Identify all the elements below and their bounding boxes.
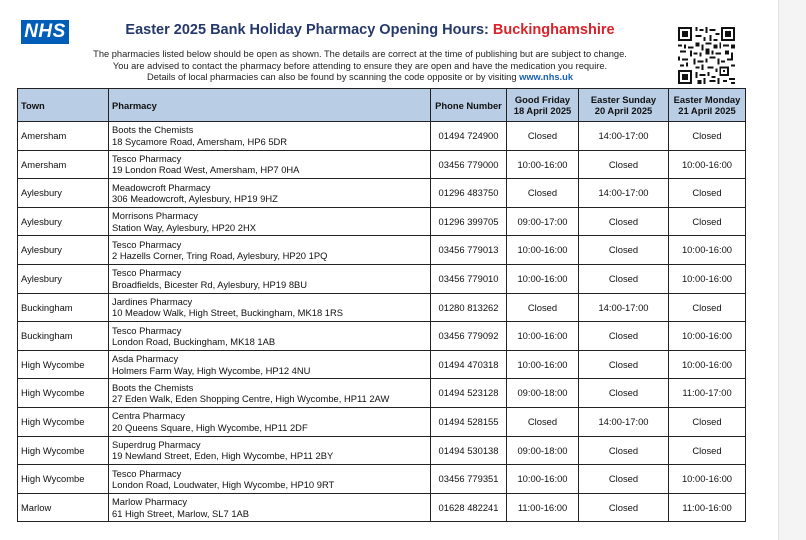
good-friday-cell: Closed [507, 293, 579, 322]
easter-sunday-cell: 14:00-17:00 [579, 407, 669, 436]
phone-cell: 03456 779013 [431, 236, 507, 265]
table-row [18, 436, 746, 465]
phone-cell: 03456 779010 [431, 264, 507, 293]
pharmacy-address: 20 Queens Square, High Wycombe, HP11 2DF [112, 421, 308, 433]
easter-sunday-cell: 14:00-17:00 [579, 293, 669, 322]
pharmacy-cell [109, 379, 431, 408]
title-region: Buckinghamshire [492, 22, 615, 38]
easter-monday-cell: 10:00-16:00 [669, 264, 746, 293]
pharmacy-cell [109, 350, 431, 379]
intro-line-3 [60, 72, 660, 84]
easter-monday-cell: Closed [669, 293, 746, 322]
easter-monday-cell: 10:00-16:00 [669, 150, 746, 179]
page-title [80, 22, 660, 38]
col-header-pharmacy: Pharmacy [109, 89, 431, 122]
pharmacy-address: 27 Eden Walk, Eden Shopping Centre, High Wycombe, HP11 2AW [112, 393, 390, 405]
pharmacy-name: Boots the Chemists [112, 124, 194, 136]
town-cell: Aylesbury [18, 264, 109, 293]
pharmacy-cell [109, 179, 431, 208]
phone-cell: 01280 813262 [431, 293, 507, 322]
pharmacy-name: Tesco Pharmacy [112, 267, 182, 279]
table-row [18, 465, 746, 494]
easter-sunday-cell: Closed [579, 379, 669, 408]
good-friday-cell: 10:00-16:00 [507, 350, 579, 379]
table-row [18, 350, 746, 379]
easter-monday-cell: Closed [669, 207, 746, 236]
town-cell: High Wycombe [18, 407, 109, 436]
pharmacy-name: Morrisons Pharmacy [112, 210, 198, 222]
easter-sunday-cell: 14:00-17:00 [579, 122, 669, 151]
easter-sunday-cell: Closed [579, 207, 669, 236]
pharmacy-address: 61 High Street, Marlow, SL7 1AB [112, 507, 250, 519]
table-row [18, 236, 746, 265]
easter-monday-cell: Closed [669, 122, 746, 151]
town-cell: Aylesbury [18, 207, 109, 236]
easter-sunday-cell: Closed [579, 350, 669, 379]
easter-monday-cell: 10:00-16:00 [669, 236, 746, 265]
col-header-town: Town [18, 89, 109, 122]
pharmacy-cell [109, 207, 431, 236]
pharmacy-address: Broadfields, Bicester Rd, Aylesbury, HP19 8BU [112, 278, 308, 290]
good-friday-date: 18 April 2025 [513, 105, 572, 116]
pharmacy-name: Tesco Pharmacy [112, 238, 182, 250]
easter-sunday-cell: Closed [579, 236, 669, 265]
phone-cell: 01494 470318 [431, 350, 507, 379]
easter-monday-label: Easter Monday [673, 94, 741, 105]
phone-cell: 01494 523128 [431, 379, 507, 408]
pharmacy-address: 19 London Road West, Amersham, HP7 0HA [112, 164, 300, 176]
col-header-easter-sunday [579, 89, 669, 122]
good-friday-cell: 10:00-16:00 [507, 150, 579, 179]
col-header-easter-monday [669, 89, 746, 122]
town-cell: Buckingham [18, 322, 109, 351]
pharmacy-cell [109, 150, 431, 179]
table-row [18, 293, 746, 322]
pharmacy-address: 2 Hazells Corner, Tring Road, Aylesbury, HP20 1PQ [112, 250, 328, 262]
pharmacy-name: Tesco Pharmacy [112, 467, 182, 479]
pharmacy-name: Marlow Pharmacy [112, 496, 188, 508]
intro-line-2: You are advised to contact the pharmacy before attending to ensure they are open and have the medication you require. [112, 60, 608, 71]
table-row [18, 407, 746, 436]
pharmacy-address: 306 Meadowcroft, Aylesbury, HP19 9HZ [112, 192, 278, 204]
phone-cell: 01296 483750 [431, 179, 507, 208]
town-cell: Marlow [18, 493, 109, 522]
pharmacy-cell [109, 122, 431, 151]
easter-sunday-date: 20 April 2025 [594, 105, 653, 116]
phone-cell: 01494 530138 [431, 436, 507, 465]
qr-code [678, 27, 735, 84]
phone-cell: 01296 399705 [431, 207, 507, 236]
easter-sunday-cell: Closed [579, 264, 669, 293]
town-cell: High Wycombe [18, 465, 109, 494]
good-friday-cell: 09:00-17:00 [507, 207, 579, 236]
town-cell: High Wycombe [18, 436, 109, 465]
good-friday-cell: 09:00-18:00 [507, 436, 579, 465]
intro-line-1: The pharmacies listed below should be open as shown. The details are correct at the time of publishing but are subject to change. [93, 49, 627, 59]
good-friday-cell: Closed [507, 179, 579, 208]
easter-monday-cell: Closed [669, 436, 746, 465]
easter-sunday-cell: 14:00-17:00 [579, 179, 669, 208]
easter-sunday-cell: Closed [579, 436, 669, 465]
easter-monday-cell: Closed [669, 179, 746, 208]
good-friday-cell: 11:00-16:00 [507, 493, 579, 522]
nhs-logo: NHS [21, 20, 69, 44]
easter-sunday-cell: Closed [579, 322, 669, 351]
pharmacy-cell [109, 293, 431, 322]
table-row [18, 150, 746, 179]
easter-sunday-cell: Closed [579, 465, 669, 494]
table-row [18, 207, 746, 236]
phone-cell: 03456 779351 [431, 465, 507, 494]
town-cell: Amersham [18, 150, 109, 179]
pharmacy-name: Superdrug Pharmacy [112, 438, 201, 450]
easter-monday-cell: 10:00-16:00 [669, 350, 746, 379]
good-friday-label: Good Friday [514, 94, 571, 105]
intro-text [60, 49, 660, 84]
pharmacy-name: Jardines Pharmacy [112, 295, 193, 307]
easter-monday-cell: 11:00-16:00 [669, 493, 746, 522]
table-row [18, 179, 746, 208]
town-cell: High Wycombe [18, 379, 109, 408]
easter-monday-cell: 10:00-16:00 [669, 465, 746, 494]
pharmacy-cell [109, 264, 431, 293]
pharmacy-name: Boots the Chemists [112, 381, 194, 393]
pharmacy-cell [109, 465, 431, 494]
phone-cell: 03456 779000 [431, 150, 507, 179]
page-edge-shadow [778, 0, 806, 540]
pharmacy-cell [109, 322, 431, 351]
town-cell: Aylesbury [18, 236, 109, 265]
pharmacy-table [17, 88, 746, 522]
table-header-row [18, 89, 746, 122]
pharmacy-name: Meadowcroft Pharmacy [112, 181, 211, 193]
table-row [18, 379, 746, 408]
pharmacy-address: Station Way, Aylesbury, HP20 2HX [112, 221, 256, 233]
easter-monday-date: 21 April 2025 [678, 105, 736, 116]
pharmacy-address: London Road, Buckingham, MK18 1AB [112, 335, 276, 347]
good-friday-cell: 10:00-16:00 [507, 322, 579, 351]
pharmacy-cell [109, 436, 431, 465]
pharmacy-name: Tesco Pharmacy [112, 324, 182, 336]
good-friday-cell: Closed [507, 122, 579, 151]
table-row [18, 122, 746, 151]
pharmacy-address: 18 Sycamore Road, Amersham, HP6 5DR [112, 135, 288, 147]
col-header-phone: Phone Number [431, 89, 507, 122]
pharmacy-address: London Road, Loudwater, High Wycombe, HP10 9RT [112, 478, 335, 490]
phone-cell: 01494 724900 [431, 122, 507, 151]
table-row [18, 493, 746, 522]
good-friday-cell: Closed [507, 407, 579, 436]
phone-cell: 01494 528155 [431, 407, 507, 436]
easter-sunday-label: Easter Sunday [590, 94, 657, 105]
pharmacy-address: 19 Newland Street, Eden, High Wycombe, HP11 2BY [112, 450, 334, 462]
town-cell: Amersham [18, 122, 109, 151]
phone-cell: 03456 779092 [431, 322, 507, 351]
pharmacy-address: 10 Meadow Walk, High Street, Buckingham, MK18 1RS [112, 307, 344, 319]
pharmacy-name: Asda Pharmacy [112, 353, 179, 365]
pharmacy-name: Tesco Pharmacy [112, 152, 182, 164]
intro-line-3-text: Details of local pharmacies can also be found by scanning the code opposite or by visiting [147, 72, 520, 83]
town-cell: Buckingham [18, 293, 109, 322]
title-main: Easter 2025 Bank Holiday Pharmacy Opening Hours: [125, 22, 493, 38]
good-friday-cell: 10:00-16:00 [507, 236, 579, 265]
table-row [18, 264, 746, 293]
easter-sunday-cell: Closed [579, 493, 669, 522]
easter-monday-cell: 11:00-17:00 [669, 379, 746, 408]
good-friday-cell: 10:00-16:00 [507, 465, 579, 494]
pharmacy-cell [109, 407, 431, 436]
pharmacy-cell [109, 236, 431, 265]
good-friday-cell: 10:00-16:00 [507, 264, 579, 293]
nhs-website-link[interactable]: www.nhs.uk [519, 72, 573, 83]
easter-sunday-cell: Closed [579, 150, 669, 179]
town-cell: Aylesbury [18, 179, 109, 208]
easter-monday-cell: Closed [669, 407, 746, 436]
pharmacy-name: Centra Pharmacy [112, 410, 185, 422]
pharmacy-address: Holmers Farm Way, High Wycombe, HP12 4NU [112, 364, 311, 376]
pharmacy-cell [109, 493, 431, 522]
col-header-good-friday [507, 89, 579, 122]
phone-cell: 01628 482241 [431, 493, 507, 522]
good-friday-cell: 09:00-18:00 [507, 379, 579, 408]
town-cell: High Wycombe [18, 350, 109, 379]
table-row [18, 322, 746, 351]
easter-monday-cell: 10:00-16:00 [669, 322, 746, 351]
